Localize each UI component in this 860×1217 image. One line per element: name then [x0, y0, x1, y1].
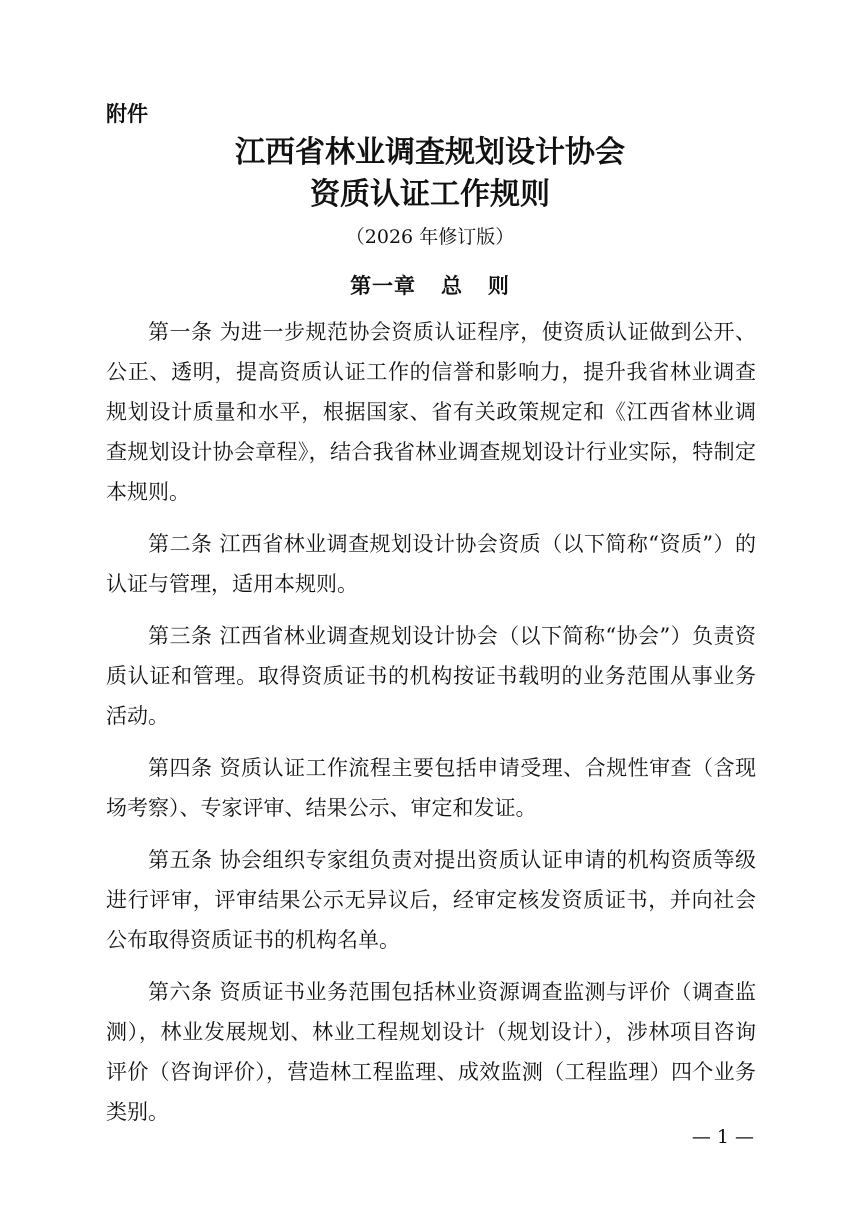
article-5: 第五条 协会组织专家组负责对提出资质认证申请的机构资质等级进行评审，评审结果公示无异议后，经审定核发资质证书，并向社会公布取得资质证书的机构名单。	[106, 848, 756, 952]
attachment-label: 附件	[106, 102, 148, 126]
article-3: 第三条 江西省林业调查规划设计协会（以下简称“协会”）负责资质认证和管理。取得资质证书的机构按证书载明的业务范围从事业务活动。	[106, 624, 756, 728]
document-title-line-1: 江西省林业调查规划设计协会	[235, 135, 625, 170]
document-subtitle: （2026 年修订版）	[345, 226, 515, 248]
article-6: 第六条 资质证书业务范围包括林业资源调查监测与评价（调查监测），林业发展规划、林业工程规划设计（规划设计），涉林项目咨询评价（咨询评价），营造林工程监理、成效监测（工程监理）四个业务类别。	[106, 980, 756, 1124]
article-2: 第二条 江西省林业调查规划设计协会资质（以下简称“资质”）的认证与管理，适用本规则。	[106, 532, 756, 596]
page-number: — 1 —	[691, 1126, 754, 1148]
document-title-line-2: 资质认证工作规则	[310, 177, 550, 212]
article-4: 第四条 资质认证工作流程主要包括申请受理、合规性审查（含现场考察）、专家评审、结果公示、审定和发证。	[106, 756, 756, 820]
document-body	[106, 312, 756, 1144]
article-1: 第一条 为进一步规范协会资质认证程序，使资质认证做到公开、公正、透明，提高资质认证工作的信誉和影响力，提升我省林业调查规划设计质量和水平，根据国家、省有关政策规定和《江西省林业调查规划设计协会章程》，结合我省林业调查规划设计行业实际，特制定本规则。	[106, 320, 756, 504]
chapter-heading: 第一章 总 则	[350, 274, 510, 298]
